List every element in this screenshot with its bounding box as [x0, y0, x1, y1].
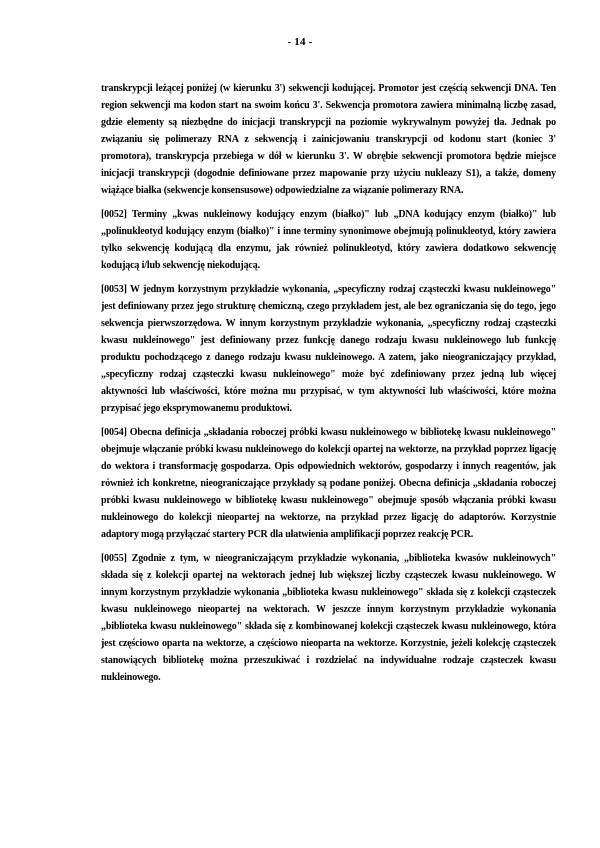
paragraph-number: [0052]: [101, 209, 127, 220]
paragraph-text: Obecna definicja „składania roboczej próbki kwasu nukleinowego w bibliotekę kwasu nukleinowego" obejmuje włączanie próbki kwasu nukleinowego do kolekcji opartej na wektorze, na przykład poprzez ligację do wektora i transformację gospodarza. Opis odpowiednich wektorów, gospodarzy i innych reagentów, jak również ich konkretne, nieograniczające przykłady są podane poniżej. Obecna definicja „składania roboczej próbki kwasu nukleinowego w bibliotekę kwasu nukleinowego" obejmuje sposób włączania próbki kwasu nukleinowego do kolekcji nieopartej na wektorze, na przykład przez ligację do adaptorów. Korzystnie adaptory mogą przyłączać startery PCR dla ułatwienia amplifikacji poprzez reakcję PCR.: [101, 427, 556, 540]
paragraph-text: Zgodnie z tym, w nieograniczającym przykładzie wykonania, „biblioteka kwasów nukleinowych" składa się z kolekcji opartej na wektorach jednej lub większej liczby cząsteczek kwasu nukleinowego. W innym korzystnym przykładzie wykonania „biblioteka kwasu nukleinowego" składa się z kolekcji cząsteczek kwasu nukleinowego nieopartej na wektorach. W jeszcze innym korzystnym przykładzie wykonania „biblioteka kwasu nukleinowego" składa się z kombinowanej kolekcji cząsteczek kwasu nukleinowego, która jest częściowo oparta na wektorze, a częściowo nieoparta na wektorze. Korzystnie, jeżeli kolekcję cząsteczek stanowiących bibliotekę można przeszukiwać i rozdzielać na indywidualne rodzaje cząsteczek kwasu nukleinowego.: [101, 553, 556, 683]
paragraph-0055: [101, 550, 556, 686]
paragraph-number: [0053]: [101, 284, 127, 295]
paragraph-number: [0054]: [101, 427, 127, 438]
document-body: [101, 80, 556, 693]
paragraph-text: Terminy „kwas nukleinowy kodujący enzym (białko)" lub „DNA kodujący enzym (białko)" lub „polinukleotyd kodujący enzym (białko)" i inne terminy synonimowe obejmują polinukleotyd, który zawiera tylko sekwencję kodującą dla enzymu, jak również polinukleotyd, który zawiera dodatkowo sekwencję kodującą i/lub sekwencję niekodującą.: [101, 209, 557, 271]
paragraph-text: transkrypcji leżącej poniżej (w kierunku 3') sekwencji kodującej. Promotor jest częścią sekwencji DNA. Ten region sekwencji ma kodon start na swoim końcu 3'. Sekwencja promotora zawiera minimalną liczbę zasad, gdzie elementy są niezbędne do inicjacji transkrypcji na poziomie wykrywalnym powyżej tła. Jednak po związaniu się polimerazy RNA z sekwencją i zainicjowaniu transkrypcji od kodonu start (koniec 3' promotora), transkrypcja przebiega w dół w kierunku 3'. W obrębie sekwencji promotora będzie miejsce inicjacji transkrypcji (dogodnie definiowane przez mapowanie przy użyciu nukleazy S1), a także, domeny wiążące białka (sekwencje konsensusowe) odpowiedzialne za wiązanie polimerazy RNA.: [101, 83, 556, 196]
paragraph-0053: [101, 281, 556, 417]
paragraph-number: [0055]: [101, 553, 127, 564]
page-number: - 14 -: [287, 36, 313, 48]
paragraph-continuation: [101, 80, 556, 199]
paragraph-text: W jednym korzystnym przykładzie wykonania, „specyficzny rodzaj cząsteczki kwasu nukleinowego" jest definiowany przez jego strukturę chemiczną, czego przykładem jest, ale bez ograniczania się do tego, jego sekwencja pierwszorzędowa. W innym korzystnym przykładzie wykonania, „specyficzny rodzaj cząsteczki kwasu nukleinowego" jest definiowany przez funkcję danego rodzaju kwasu nukleinowego lub funkcję produktu pochodzącego z danego rodzaju kwasu nukleinowego. A zatem, jako nieograniczający przykład, „specyficzny rodzaj cząsteczki kwasu nukleinowego" może być zdefiniowany przez jedną lub więcej aktywności lub właściwości, które można mu przypisać, w tym aktywności lub właściwości, które można przypisać jego eksprymowanemu produktowi.: [101, 284, 557, 414]
paragraph-0052: [101, 206, 556, 274]
paragraph-0054: [101, 424, 556, 543]
